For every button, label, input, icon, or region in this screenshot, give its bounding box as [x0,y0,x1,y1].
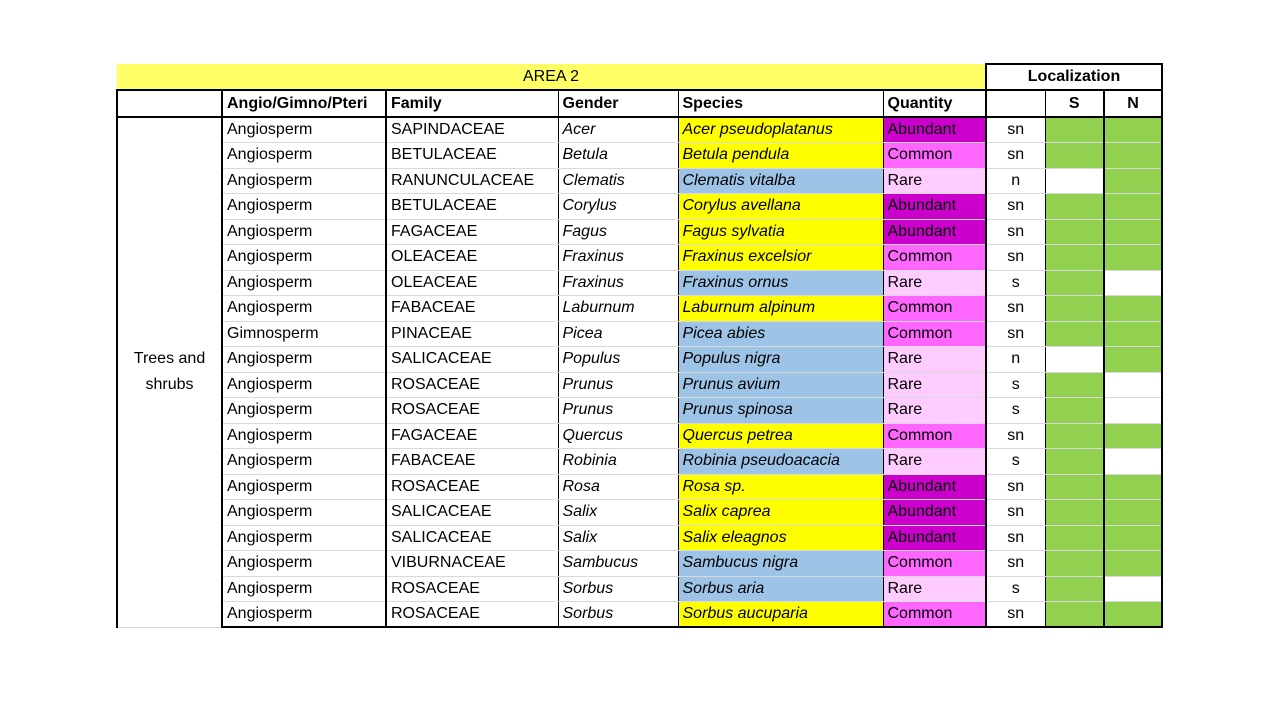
species-cell: Fagus sylvatia [678,219,883,245]
localization-n-cell [1104,117,1162,143]
localization-s-cell [1045,500,1104,526]
quantity-cell: Abundant [883,219,986,245]
family-cell: FABACEAE [386,449,558,475]
header-category [117,90,222,117]
gender-cell: Fraxinus [558,270,678,296]
angio-cell: Angiosperm [222,525,386,551]
localization-code-cell: sn [986,525,1045,551]
localization-n-cell [1104,576,1162,602]
localization-title: Localization [986,64,1162,90]
localization-s-cell [1045,245,1104,271]
gender-cell: Populus [558,347,678,373]
localization-code-cell: sn [986,143,1045,169]
localization-n-cell [1104,194,1162,220]
family-cell: SALICACEAE [386,347,558,373]
family-cell: FAGACEAE [386,219,558,245]
localization-n-cell [1104,398,1162,424]
table-row [117,525,1162,551]
angio-cell: Angiosperm [222,117,386,143]
gender-cell: Betula [558,143,678,169]
gender-cell: Clematis [558,168,678,194]
species-table [116,63,1163,628]
family-cell: ROSACEAE [386,372,558,398]
angio-cell: Angiosperm [222,245,386,271]
localization-s-cell [1045,296,1104,322]
localization-n-cell [1104,270,1162,296]
localization-code-cell: sn [986,423,1045,449]
quantity-cell: Common [883,143,986,169]
family-cell: SALICACEAE [386,500,558,526]
species-cell: Betula pendula [678,143,883,169]
quantity-cell: Rare [883,372,986,398]
gender-cell: Picea [558,321,678,347]
localization-n-cell [1104,143,1162,169]
quantity-cell: Abundant [883,474,986,500]
angio-cell: Angiosperm [222,500,386,526]
gender-cell: Sorbus [558,602,678,628]
quantity-cell: Abundant [883,500,986,526]
localization-n-cell [1104,474,1162,500]
species-cell: Rosa sp. [678,474,883,500]
gender-cell: Quercus [558,423,678,449]
localization-s-cell [1045,372,1104,398]
localization-s-cell [1045,398,1104,424]
localization-code-cell: sn [986,551,1045,577]
table-row [117,372,1162,398]
quantity-cell: Rare [883,398,986,424]
header-quantity: Quantity [883,90,986,117]
gender-cell: Prunus [558,398,678,424]
family-cell: FAGACEAE [386,423,558,449]
quantity-cell: Common [883,551,986,577]
localization-s-cell [1045,449,1104,475]
quantity-cell: Rare [883,168,986,194]
quantity-cell: Abundant [883,194,986,220]
angio-cell: Angiosperm [222,449,386,475]
localization-n-cell [1104,219,1162,245]
localization-code-cell: sn [986,474,1045,500]
localization-code-cell: sn [986,500,1045,526]
angio-cell: Angiosperm [222,398,386,424]
localization-n-cell [1104,423,1162,449]
species-cell: Robinia pseudoacacia [678,449,883,475]
species-cell: Picea abies [678,321,883,347]
species-cell: Sorbus aria [678,576,883,602]
angio-cell: Angiosperm [222,602,386,628]
localization-code-cell: sn [986,321,1045,347]
quantity-cell: Common [883,245,986,271]
gender-cell: Corylus [558,194,678,220]
table-row [117,321,1162,347]
angio-cell: Gimnosperm [222,321,386,347]
localization-n-cell [1104,449,1162,475]
header-n: N [1104,90,1162,117]
table-row [117,602,1162,628]
angio-cell: Angiosperm [222,347,386,373]
localization-n-cell [1104,245,1162,271]
localization-n-cell [1104,296,1162,322]
species-cell: Prunus spinosa [678,398,883,424]
localization-code-cell: sn [986,194,1045,220]
quantity-cell: Rare [883,270,986,296]
family-cell: ROSACEAE [386,602,558,628]
gender-cell: Sambucus [558,551,678,577]
quantity-cell: Common [883,423,986,449]
family-cell: ROSACEAE [386,398,558,424]
table-row [117,576,1162,602]
quantity-cell: Rare [883,449,986,475]
gender-cell: Robinia [558,449,678,475]
gender-cell: Laburnum [558,296,678,322]
gender-cell: Sorbus [558,576,678,602]
family-cell: OLEACEAE [386,270,558,296]
family-cell: ROSACEAE [386,576,558,602]
localization-n-cell [1104,602,1162,628]
quantity-cell: Common [883,602,986,628]
quantity-cell: Abundant [883,117,986,143]
species-cell: Salix caprea [678,500,883,526]
species-cell: Prunus avium [678,372,883,398]
localization-code-cell: s [986,372,1045,398]
gender-cell: Salix [558,500,678,526]
localization-code-cell: s [986,449,1045,475]
table-row [117,423,1162,449]
table-row [117,245,1162,271]
localization-code-cell: sn [986,602,1045,628]
species-sheet [116,63,1163,628]
localization-n-cell [1104,168,1162,194]
table-row [117,347,1162,373]
localization-n-cell [1104,500,1162,526]
quantity-cell: Abundant [883,525,986,551]
header-code [986,90,1045,117]
localization-code-cell: sn [986,117,1045,143]
table-row [117,219,1162,245]
localization-s-cell [1045,168,1104,194]
localization-s-cell [1045,423,1104,449]
species-cell: Quercus petrea [678,423,883,449]
localization-s-cell [1045,194,1104,220]
localization-s-cell [1045,143,1104,169]
family-cell: FABACEAE [386,296,558,322]
species-cell: Populus nigra [678,347,883,373]
table-row [117,296,1162,322]
localization-s-cell [1045,117,1104,143]
localization-n-cell [1104,321,1162,347]
family-cell: RANUNCULACEAE [386,168,558,194]
category-label: Trees and shrubs [117,117,222,627]
family-cell: BETULACEAE [386,194,558,220]
species-cell: Salix eleagnos [678,525,883,551]
localization-s-cell [1045,270,1104,296]
family-cell: OLEACEAE [386,245,558,271]
gender-cell: Salix [558,525,678,551]
table-row [117,500,1162,526]
angio-cell: Angiosperm [222,423,386,449]
table-row [117,474,1162,500]
quantity-cell: Common [883,321,986,347]
table-row [117,117,1162,143]
species-cell: Sambucus nigra [678,551,883,577]
localization-s-cell [1045,347,1104,373]
table-row [117,398,1162,424]
localization-code-cell: n [986,168,1045,194]
localization-s-cell [1045,602,1104,628]
localization-s-cell [1045,219,1104,245]
gender-cell: Fagus [558,219,678,245]
header-gender: Gender [558,90,678,117]
localization-code-cell: n [986,347,1045,373]
family-cell: PINACEAE [386,321,558,347]
localization-code-cell: s [986,270,1045,296]
header-family: Family [386,90,558,117]
angio-cell: Angiosperm [222,551,386,577]
angio-cell: Angiosperm [222,219,386,245]
family-cell: SALICACEAE [386,525,558,551]
localization-s-cell [1045,551,1104,577]
localization-s-cell [1045,576,1104,602]
family-cell: SAPINDACEAE [386,117,558,143]
header-species: Species [678,90,883,117]
table-row [117,143,1162,169]
localization-n-cell [1104,347,1162,373]
table-row [117,194,1162,220]
localization-code-cell: sn [986,219,1045,245]
quantity-cell: Rare [883,347,986,373]
angio-cell: Angiosperm [222,576,386,602]
angio-cell: Angiosperm [222,194,386,220]
localization-code-cell: sn [986,245,1045,271]
localization-n-cell [1104,551,1162,577]
family-cell: VIBURNACEAE [386,551,558,577]
localization-s-cell [1045,474,1104,500]
gender-cell: Prunus [558,372,678,398]
angio-cell: Angiosperm [222,474,386,500]
localization-code-cell: s [986,398,1045,424]
family-cell: BETULACEAE [386,143,558,169]
localization-s-cell [1045,321,1104,347]
localization-n-cell [1104,525,1162,551]
table-row [117,168,1162,194]
localization-code-cell: s [986,576,1045,602]
species-cell: Corylus avellana [678,194,883,220]
gender-cell: Acer [558,117,678,143]
localization-n-cell [1104,372,1162,398]
gender-cell: Rosa [558,474,678,500]
table-row [117,551,1162,577]
species-cell: Fraxinus excelsior [678,245,883,271]
species-cell: Clematis vitalba [678,168,883,194]
localization-s-cell [1045,525,1104,551]
quantity-cell: Rare [883,576,986,602]
header-row [117,90,1162,117]
table-body [117,117,1162,627]
angio-cell: Angiosperm [222,270,386,296]
quantity-cell: Common [883,296,986,322]
table-row [117,449,1162,475]
area-title: AREA 2 [117,64,986,90]
table-row [117,270,1162,296]
header-s: S [1045,90,1104,117]
angio-cell: Angiosperm [222,168,386,194]
angio-cell: Angiosperm [222,143,386,169]
species-cell: Acer pseudoplatanus [678,117,883,143]
species-cell: Laburnum alpinum [678,296,883,322]
header-angio: Angio/Gimno/Pteri [222,90,386,117]
family-cell: ROSACEAE [386,474,558,500]
species-cell: Fraxinus ornus [678,270,883,296]
species-cell: Sorbus aucuparia [678,602,883,628]
angio-cell: Angiosperm [222,296,386,322]
localization-code-cell: sn [986,296,1045,322]
gender-cell: Fraxinus [558,245,678,271]
angio-cell: Angiosperm [222,372,386,398]
